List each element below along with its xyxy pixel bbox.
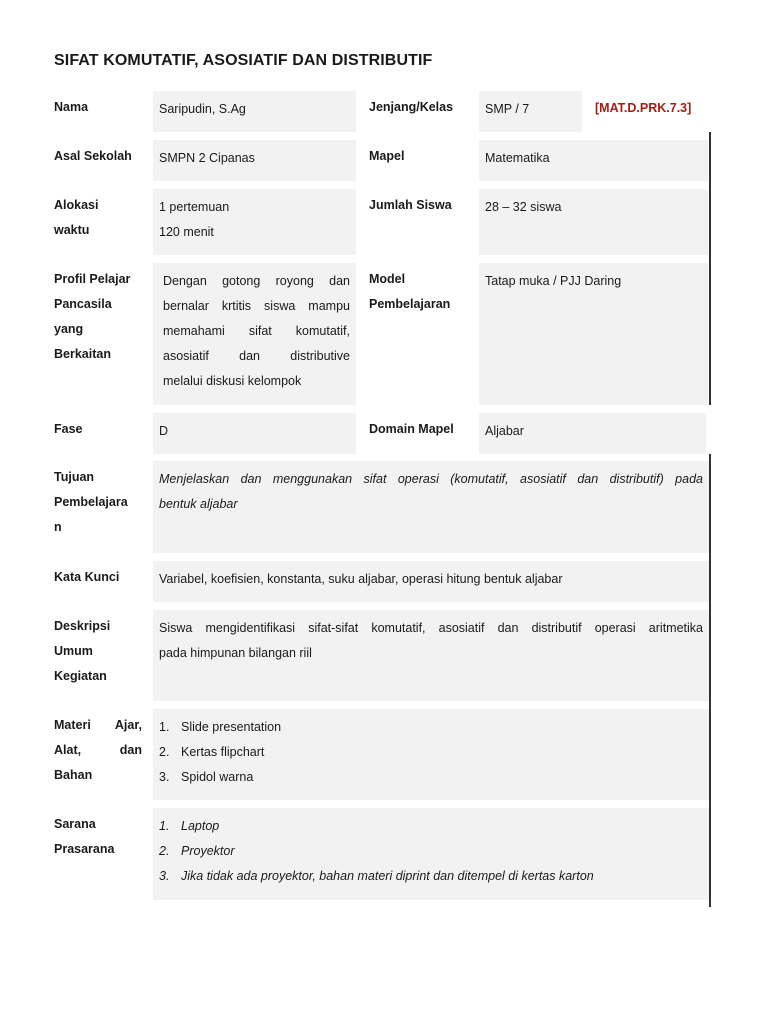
list-item [159,765,703,790]
tujuan-label [54,465,142,540]
mapel-label: Mapel [369,149,405,163]
list-text: Slide presentation [181,720,282,734]
sarana-value [153,808,709,900]
profil-value-line: memahami sifat komutatif, [163,324,350,338]
deskripsi-value-line: Siswa mengidentifikasi sifat-sifat komutatif, asosiatif dan distributif operasi aritmetika [159,621,703,635]
profil-label [54,267,142,367]
profil-label-line: Profil Pelajar [54,272,131,286]
list-number: 3. [159,770,170,784]
list-number: 2. [159,844,170,858]
list-item [159,814,703,839]
asal-value: SMPN 2 Cipanas [153,140,356,181]
tujuan-label-line: Tujuan [54,470,95,484]
profil-value-line: melalui diskusi kelompok [163,374,302,388]
fase-value: D [153,413,356,454]
nama-value: Saripudin, S.Ag [153,91,356,132]
jenjang-value: SMP / 7 [479,91,582,132]
deskripsi-label [54,614,110,689]
model-label [369,267,450,317]
document-title: SIFAT KOMUTATIF, ASOSIATIF DAN DISTRIBUTIF [54,52,433,69]
profil-value-line: bernalar krtitis siswa mampu [163,299,350,313]
alokasi-value-line: 1 pertemuan [159,200,230,214]
profil-label-line: yang [54,322,84,336]
deskripsi-label-line: Deskripsi [54,619,111,633]
materi-list [159,715,703,790]
jumlah-value: 28 – 32 siswa [479,189,708,255]
model-label-line: Model [369,272,406,286]
alokasi-label-line: Alokasi [54,198,99,212]
table-border-line [709,454,711,907]
list-number: 1. [159,720,170,734]
list-item [159,715,703,740]
nama-label: Nama [54,100,89,114]
sarana-label-line: Prasarana [54,842,115,856]
tujuan-value-line: bentuk aljabar [159,497,238,511]
profil-label-line: Pancasila [54,297,112,311]
materi-label-line: Bahan [54,768,93,782]
asal-label: Asal Sekolah [54,149,132,163]
materi-value [153,709,709,800]
alokasi-value [153,189,356,255]
table-border-line [709,132,711,405]
list-item [159,864,703,889]
materi-label [54,713,142,788]
materi-label-line: Alat, dan [54,743,142,757]
deskripsi-label-line: Umum [54,644,93,658]
sarana-label-line: Sarana [54,817,96,831]
profil-label-line: Berkaitan [54,347,111,361]
kata-kunci-value: Variabel, koefisien, konstanta, suku aljabar, operasi hitung bentuk aljabar [153,561,709,602]
alokasi-label [54,193,98,243]
domain-label: Domain Mapel [369,422,454,436]
tujuan-value-line: Menjelaskan dan menggunakan sifat operasi (komutatif, asosiatif dan distributif) pada [159,472,703,486]
tujuan-label-line: n [54,520,62,534]
jenjang-label: Jenjang/Kelas [369,100,454,114]
list-number: 3. [159,869,170,883]
list-text: Jika tidak ada proyektor, bahan materi diprint dan ditempel di kertas karton [181,869,594,883]
deskripsi-value [153,610,709,701]
alokasi-value-line: 120 menit [159,225,214,239]
list-text: Laptop [181,819,220,833]
tujuan-value [153,461,709,553]
profil-value-line: asosiatif dan distributive [163,349,350,363]
curriculum-code: [MAT.D.PRK.7.3] [595,101,692,115]
list-number: 2. [159,745,170,759]
list-item [159,839,703,864]
list-text: Kertas flipchart [181,745,265,759]
profil-value-line: Dengan gotong royong dan [163,274,350,288]
deskripsi-value-line: pada himpunan bilangan riil [159,646,312,660]
profil-value [153,263,356,405]
domain-value: Aljabar [479,413,706,454]
mapel-value: Matematika [479,140,708,181]
sarana-label [54,812,114,862]
model-value: Tatap muka / PJJ Daring [479,263,708,405]
fase-label: Fase [54,422,83,436]
tujuan-label-line: Pembelajara [54,495,128,509]
jumlah-label: Jumlah Siswa [369,198,452,212]
list-item [159,740,703,765]
model-label-line: Pembelajaran [369,297,451,311]
kata-kunci-label: Kata Kunci [54,570,120,584]
list-number: 1. [159,819,170,833]
sarana-list [159,814,703,889]
list-text: Proyektor [181,844,235,858]
materi-label-line: Materi Ajar, [54,718,142,732]
list-text: Spidol warna [181,770,254,784]
alokasi-label-line: waktu [54,223,90,237]
deskripsi-label-line: Kegiatan [54,669,107,683]
